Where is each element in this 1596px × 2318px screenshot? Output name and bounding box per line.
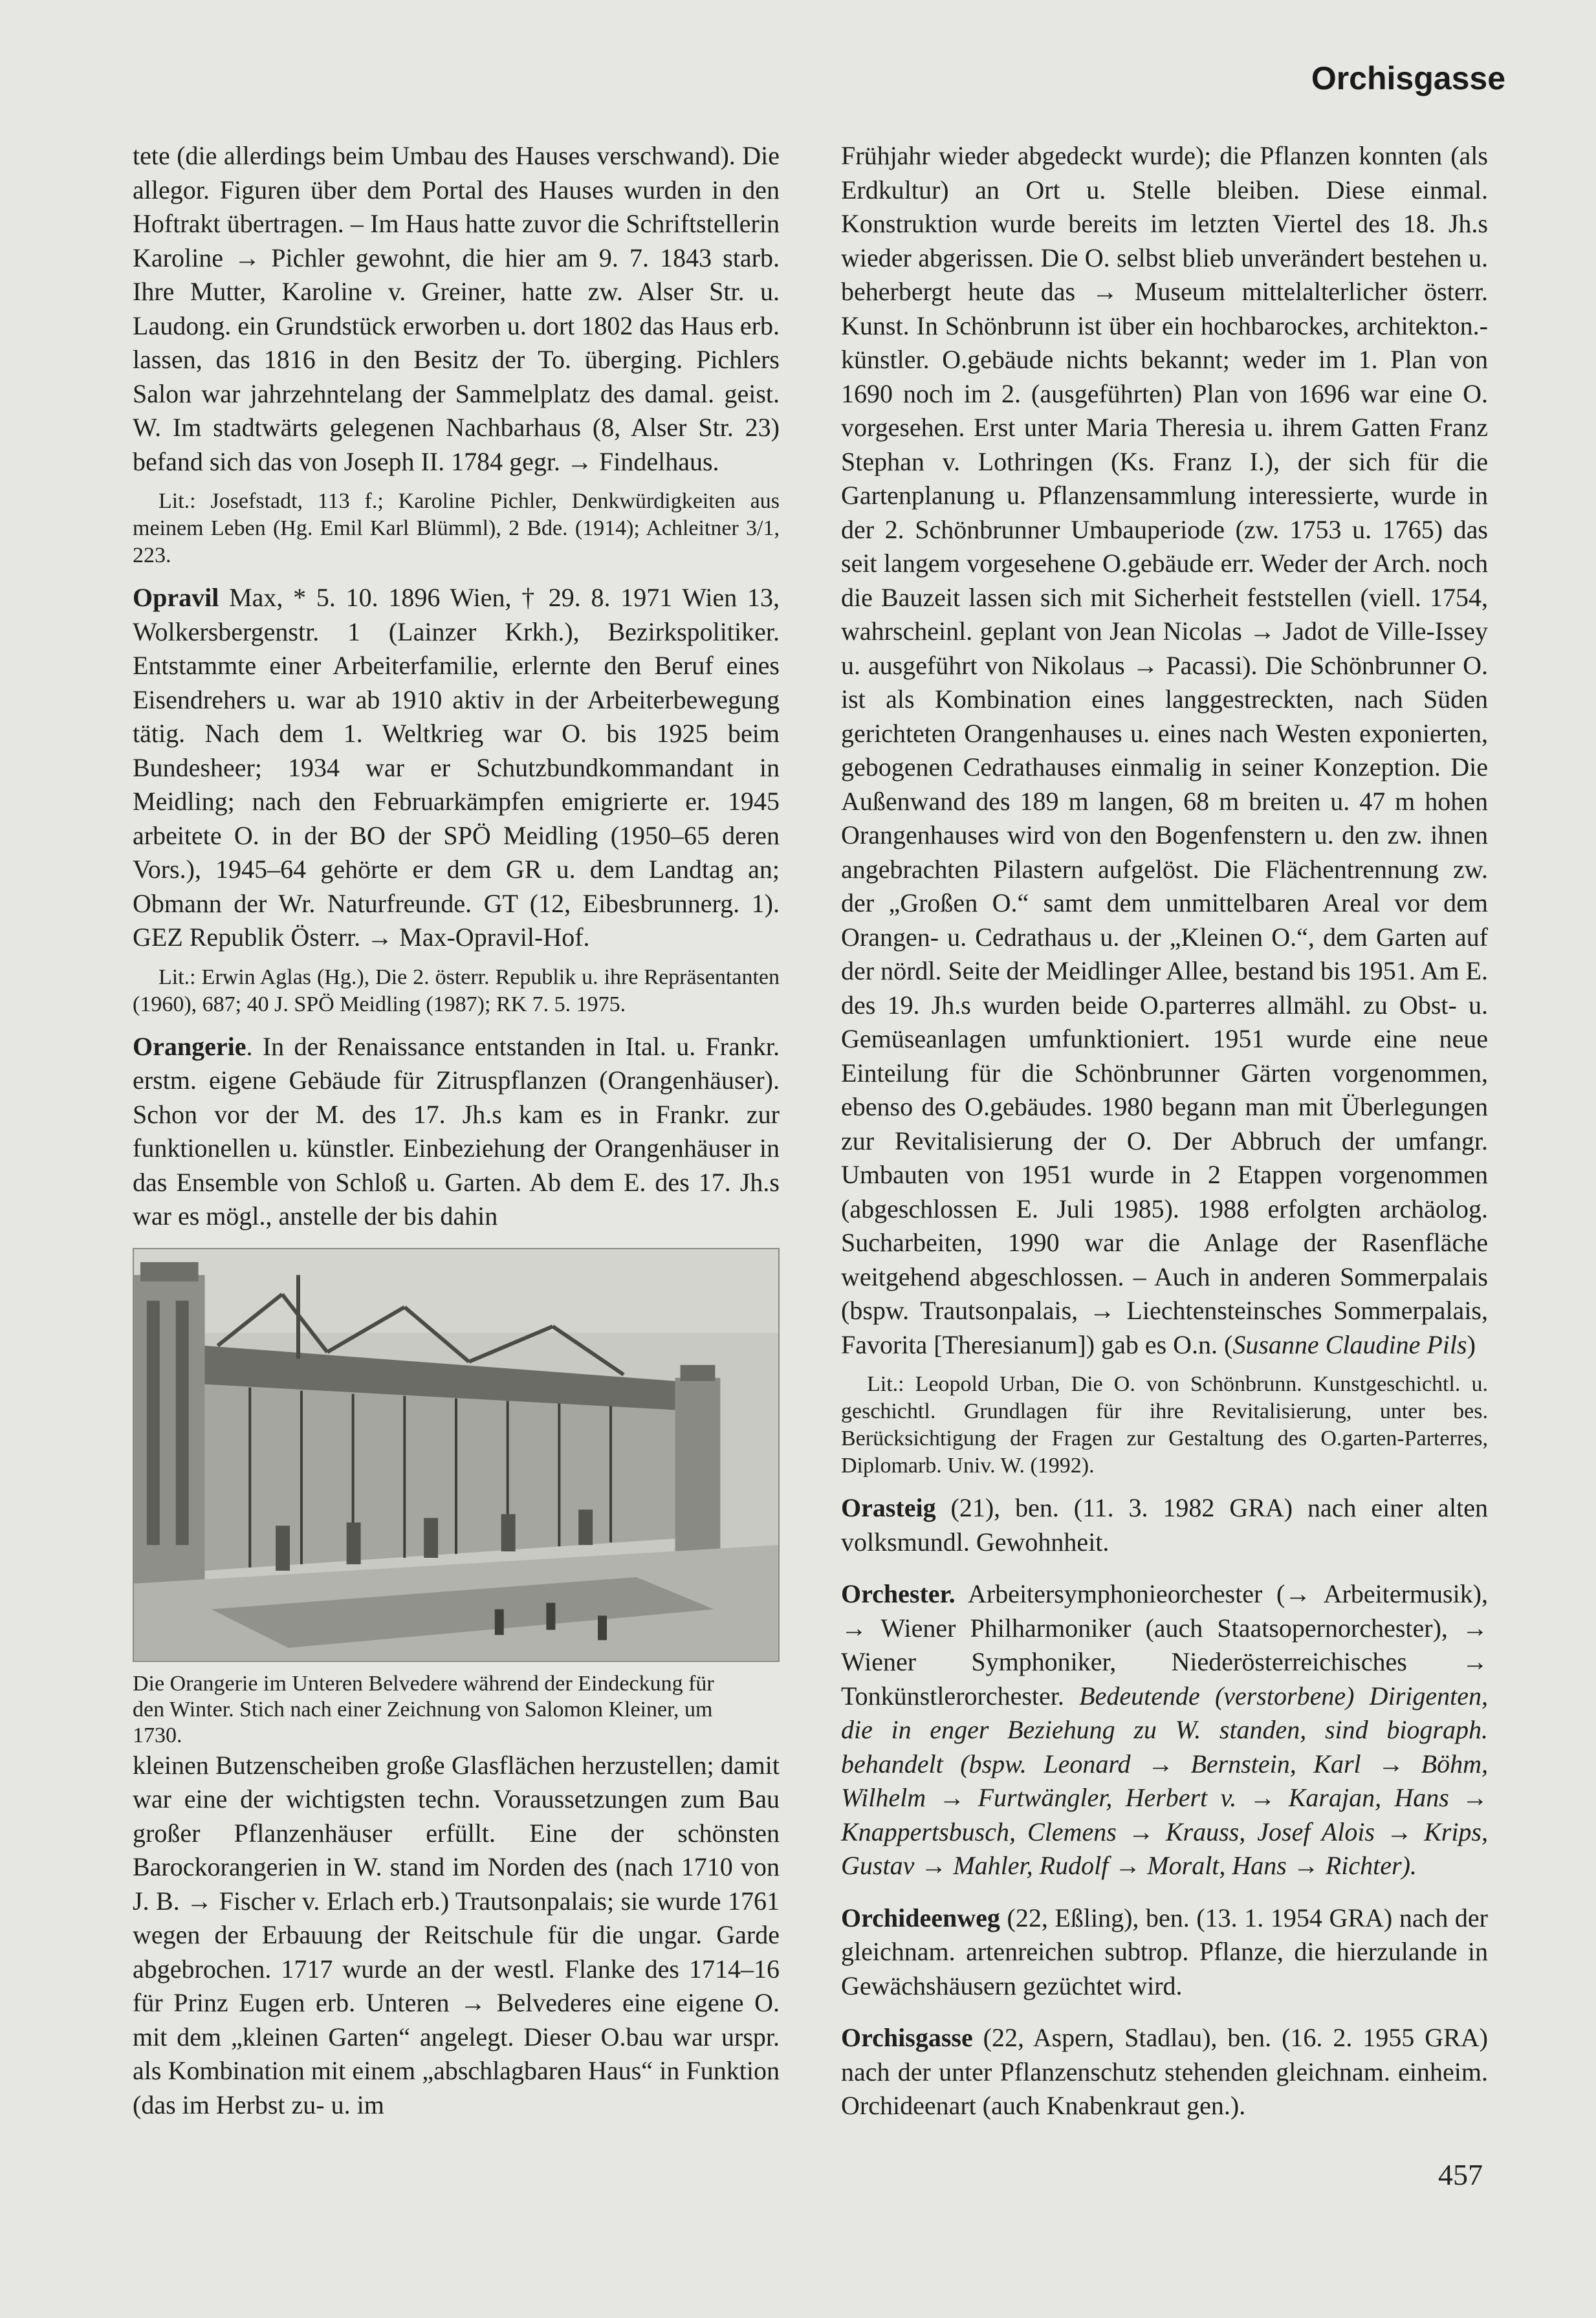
entry-opravil (133, 581, 780, 955)
headword-orchester: Orchester. (841, 1579, 956, 1608)
orangerie-engraving (133, 1248, 780, 1662)
literature-note: Lit.: Leopold Urban, Die O. von Schönbrunn. Kunstgeschichtl. u. geschichtl. Grundlagen für ihre Revitalisierung, unter bes. Berücksichtigung der Fragen zur Gestaltung des O.garten-Parterres, Diplomarb. Univ. W. (1992). (841, 1372, 1488, 1478)
headword-orchisgasse: Orchisgasse (841, 2023, 973, 2052)
headword-orangerie: Orangerie (133, 1031, 246, 1061)
paragraph-fruehjahr (841, 139, 1488, 1362)
entry-orchisgasse-text: (22, Aspern, Stadlau), ben. (16. 2. 1955 GRA) nach der unter Pflanzenschutz stehenden gleichnam. einheim. Orchideenart (auch Knabenkraut gen.). (841, 2023, 1488, 2120)
engraving-illustration (134, 1249, 778, 1661)
running-header: Orchisgasse (1311, 60, 1505, 96)
page-number: 457 (1438, 2158, 1483, 2191)
right-column (841, 139, 1488, 2123)
paragraph-kleinen: kleinen Butzenscheiben große Glasflächen herzustellen; damit war eine der wichtigsten techn. Voraussetzungen zum Bau großer Pflanzenhäuser erfüllt. Eine der schönsten Barockorangerien in W. stand im Norden des (nach 1710 von J. B. → Fischer v. Erlach erb.) Trautsonpalais; sie wurde 1761 wegen der Erbauung der Reitschule für die ungar. Garde abgebrochen. 1717 wurde an der westl. Flanke des 1714–16 für Prinz Eugen erb. Unteren → Belvederes eine eigene O. mit dem „kleinen Garten“ angelegt. Dieser O.bau war urspr. als Kombination mit einem „abschlagbaren Haus“ in Funktion (das im Herbst zu- u. im (133, 1750, 780, 2119)
entry-orchester (841, 1577, 1488, 1883)
entry-orchideenweg-text: (22, Eßling), ben. (13. 1. 1954 GRA) nach der gleichnam. artenreichen subtrop. Pflanze, die hierzulande in Gewächshäusern gezüchtet wird. (841, 1903, 1488, 2000)
entry-orchisgasse (841, 2021, 1488, 2123)
author-signature: Susanne Claudine Pils (1232, 1329, 1467, 1359)
entry-orchideenweg (841, 1901, 1488, 2004)
headword-opravil: Opravil (133, 583, 219, 612)
left-column (133, 139, 780, 2122)
entry-opravil-text: Max, * 5. 10. 1896 Wien, † 29. 8. 1971 Wien 13, Wolkersbergenstr. 1 (Lainzer Krkh.), Bezirkspolitiker. Entstammte einer Arbeiterfamilie, erlernte den Beruf eines Eisendrehers u. war ab 1910 aktiv in der Arbeiterbewegung tätig. Nach dem 1. Weltkrieg war O. bis 1925 beim Bundesheer; 1934 war er Schutzbundkommandant in Meidling; nach den Februarkämpfen emigrierte er. 1945 arbeitete O. in der BO der SPÖ Meidling (1950–65 deren Vors.), 1945–64 gehörte er dem GR u. dem Landtag an; Obmann der Wr. Naturfreunde. GT (12, Eibesbrunnerg. 1). GEZ Republik Österr. → Max-Opravil-Hof. (133, 583, 780, 952)
literature-note: Lit.: Josefstadt, 113 f.; Karoline Pichler, Denkwürdigkeiten aus meinem Leben (Hg. Emil Karl Blümml), 2 Bde. (1914); Achleitner 3/1, 223. (133, 489, 780, 567)
author-close: ) (1467, 1329, 1476, 1359)
entry-orchester-italic: Bedeutende (verstorbene) Dirigenten, die in enger Beziehung zu W. standen, sind biograph. behandelt (bspw. Leonard → Bernstein, Karl → Böhm, Wilhelm → Furtwängler, Herbert v. → Karajan, Hans → Knappertsbusch, Clemens → Krauss, Josef Alois → Krips, Gustav → Mahler, Rudolf → Moralt, Hans → Richter). (841, 1681, 1488, 1880)
entry-orangerie (133, 1030, 780, 1234)
entry-orasteig-text: (21), ben. (11. 3. 1982 GRA) nach einer alten volksmundl. Gewohnheit. (841, 1493, 1488, 1557)
paragraph-tete: tete (die allerdings beim Umbau des Hauses verschwand). Die allegor. Figuren über dem Portal des Hauses wurden in den Hoftrakt übertragen. – Im Haus hatte zuvor die Schriftstellerin Karoline → Pichler gewohnt, die hier am 9. 7. 1843 starb. Ihre Mutter, Karoline v. Greiner, hatte zw. Alser Str. u. Laudong. ein Grundstück erworben u. dort 1802 das Haus erb. lassen, das 1816 in den Besitz der To. überging. Pichlers Salon war jahrzehntelang der Sammelplatz des damal. geist. W. Im stadtwärts gelegenen Nachbarhaus (8, Alser Str. 23) befand sich das von Joseph II. 1784 gegr. → Findelhaus. (133, 141, 780, 476)
headword-orchideenweg: Orchideenweg (841, 1903, 1000, 1932)
entry-orangerie-text: . In der Renaissance entstanden in Ital. u. Frankr. erstm. eigene Gebäude für Zitruspflanzen (Orangenhäuser). Schon vor der M. des 17. Jh.s kam es in Frankr. zur funktionellen u. künstler. Einbeziehung der Orangenhäuser in das Ensemble von Schloß u. Garten. Ab dem E. des 17. Jh.s war es mögl., anstelle der bis dahin (133, 1031, 780, 1230)
entry-orchester-text: Arbeitersymphonieorchester (→ Arbeitermusik), → Wiener Philharmoniker (auch Staatsopernorchester), → Wiener Symphoniker, Niederösterreichisches → Tonkünstlerorchester. (841, 1579, 1488, 1711)
headword-orasteig: Orasteig (841, 1493, 936, 1522)
entry-orasteig (841, 1491, 1488, 1559)
literature-note: Lit.: Erwin Aglas (Hg.), Die 2. österr. Republik u. ihre Repräsentanten (1960), 687; 40 J. SPÖ Meidling (1987); RK 7. 5. 1975. (133, 965, 780, 1016)
paragraph-fruehjahr-text: Frühjahr wieder abgedeckt wurde); die Pflanzen konnten (als Erdkultur) an Ort u. Stelle bleiben. Diese einmal. Konstruktion wurde bereits im letzten Viertel des 18. Jh.s wieder abgerissen. Die O. selbst blieb unverändert bestehen u. beherbergt heute das → Museum mittelalterlicher österr. Kunst. In Schönbrunn ist über ein hochbarockes, architekton.-künstler. O.gebäude nichts bekannt; weder im 1. Plan von 1690 noch im 2. (ausgeführten) Plan von 1696 war eine O. vorgesehen. Erst unter Maria Theresia u. ihrem Gatten Franz Stephan v. Lothringen (Ks. Franz I.), der sich für die Gartenplanung u. Pflanzensammlung interessierte, wurde in der 2. Schönbrunner Umbauperiode (zw. 1753 u. 1765) das seit langem vorgesehene O.gebäude err. Weder der Arch. noch die Bauzeit lassen sich mit Sicherheit feststellen (viell. 1754, wahrscheinl. geplant von Jean Nicolas → Jadot de Ville-Issey u. ausgeführt von Nikolaus → Pacassi). Die Schönbrunner O. ist als Kombination eines langgestreckten, nach Süden gerichteten Orangenhauses u. eines nach Westen exponierten, gebogenen Cedrathauses einmalig in seiner Konzeption. Die Außenwand des 189 m langen, 68 m breiten u. 47 m hohen Orangenhauses wird von den Bogenfenstern u. den zw. ihnen angebrachten Pilastern aufgelöst. Die Flächentrennung zw. der „Großen O.“ samt dem unmittelbaren Areal vor dem Orangen- u. Cedrathaus u. der „Kleinen O.“, dem Garten auf der nördl. Seite der Meidlinger Allee, bestand bis 1951. Am E. des 19. Jh.s wurden beide O.parterres allmähl. zu Obst- u. Gemüseanlagen umfunktioniert. 1951 wurde eine neue Einteilung für die Schönbrunner Gärten vorgenommen, ebenso des O.gebäudes. 1980 begann man mit Überlegungen zur Revitalisierung der O. Der Abbruch der umfangr. Umbauten von 1951 wurde in 2 Etappen vorgenommen (abgeschlossen E. Juli 1985). 1988 erfolgten archäolog. Sucharbeiten, 1990 war die Anlage der Rasenfläche weitgehend abgeschlossen. – Auch in anderen Sommerpalais (bspw. Trautsonpalais, → Liechtensteinsches Sommerpalais, Favorita [Theresianum]) gab es O.n. ( (841, 141, 1488, 1359)
figure-caption: Die Orangerie im Unteren Belvedere während der Eindeckung für den Winter. Stich nach einer Zeichnung von Salomon Kleiner, um 1730. (133, 1671, 714, 1747)
